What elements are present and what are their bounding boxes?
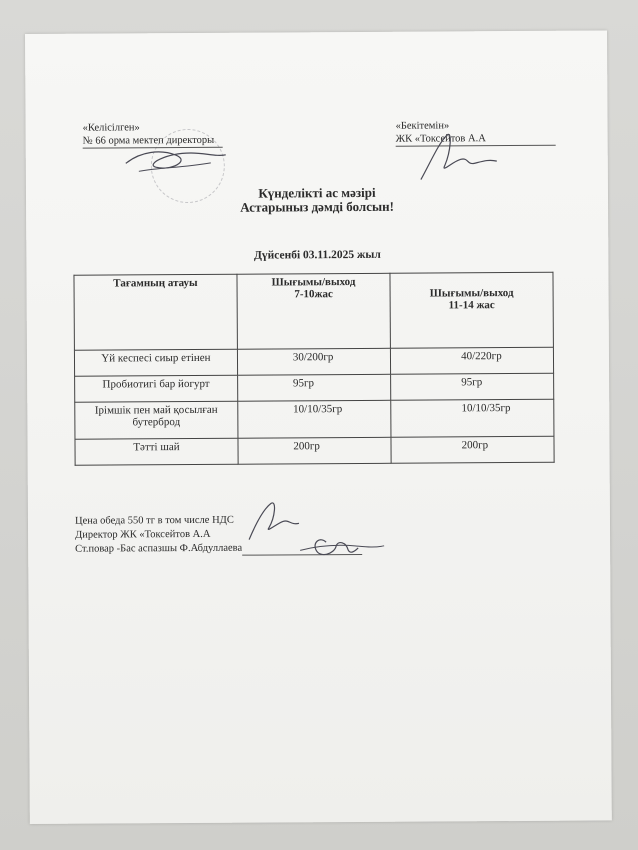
portion-11-14: 10/10/35гр — [391, 399, 554, 437]
agreed-label: «Келісілген» — [82, 122, 140, 134]
header-dish-name: Тағамның атауы — [74, 274, 237, 350]
paper-sheet — [25, 30, 612, 824]
left-signature-icon — [121, 141, 231, 182]
header-portion-11-14 — [390, 272, 553, 348]
portion-11-14: 200гр — [391, 436, 554, 463]
menu-table — [73, 272, 554, 466]
header-portion-7-10 — [237, 273, 391, 349]
portion-7-10: 200гр — [238, 437, 391, 464]
table-header-row — [74, 272, 553, 350]
entrepreneur-label: ЖК «Токсейтов А.А — [396, 132, 556, 147]
chef-signature-icon — [296, 532, 386, 563]
dish-name: Пробиотигі бар йогурт — [75, 375, 238, 402]
portion-7-10: 95гр — [237, 374, 390, 401]
table-row — [75, 373, 554, 402]
table-row — [75, 399, 554, 439]
menu-subtitle: Астарыныз дәмді болсын! — [240, 198, 394, 215]
header-portion-7-10-line2: 7-10жас — [294, 288, 333, 301]
dish-name: Тәтті шай — [75, 438, 238, 465]
portion-7-10: 30/200гр — [237, 348, 390, 375]
dish-name: Ірімшік пен май қосылған бутерброд — [75, 401, 238, 439]
lunch-price-line: Цена обеда 550 тг в том числе НДС — [74, 514, 234, 527]
header-portion-11-14-line2: 11-14 жас — [448, 299, 495, 312]
menu-date: Дүйсенбі 03.11.2025 жыл — [253, 248, 381, 262]
school-director-label: № 66 орма мектеп директоры — [83, 134, 223, 149]
portion-11-14: 40/220гр — [391, 347, 554, 374]
menu-title: Күнделікті ас мәзірі — [258, 184, 376, 201]
right-signature-icon — [411, 131, 501, 184]
table-row — [74, 347, 553, 376]
dish-name: Үй кеспесі сиыр етінен — [74, 349, 237, 376]
table-row — [75, 436, 554, 465]
portion-7-10: 10/10/35гр — [238, 400, 391, 438]
header-portion-11-14-line1: Шығымы/выход — [429, 287, 514, 300]
director-line: Директор ЖК «Токсейтов А.А — [75, 528, 211, 541]
director-signature-icon — [243, 499, 303, 541]
header-portion-7-10-line1: Шығымы/выход — [271, 275, 356, 289]
chef-text: Ст.повар -Бас аспазшы Ф.Абдуллаева — [75, 542, 243, 555]
portion-11-14: 95гр — [391, 373, 554, 400]
approve-label: «Бекітемін» — [395, 120, 450, 132]
